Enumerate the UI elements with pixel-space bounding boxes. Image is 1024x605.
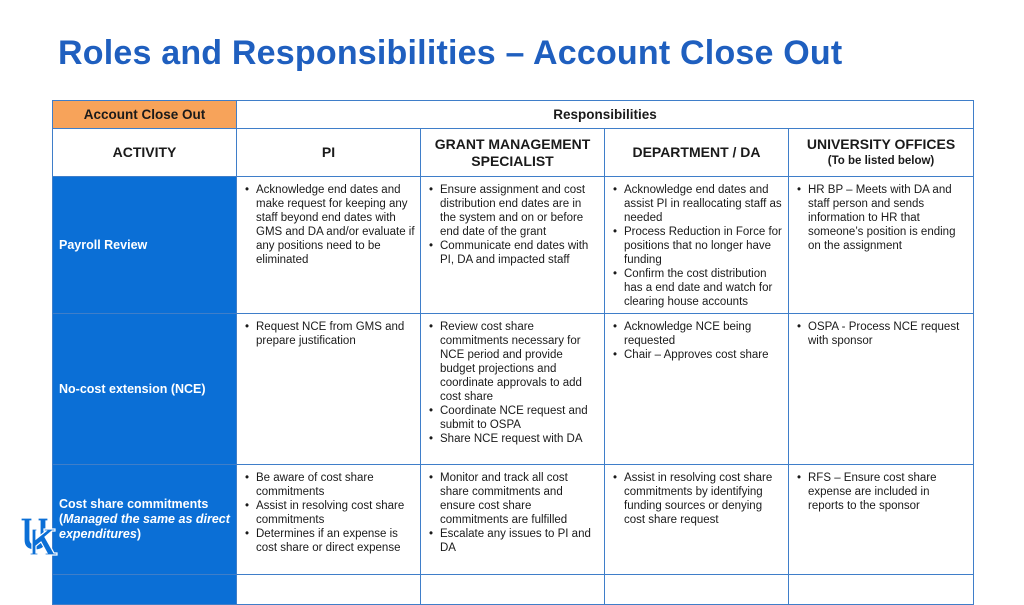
bullet-list [426,320,599,446]
bullet-item: • Process Reduction in Force for positions that no longer have funding [610,225,783,267]
account-close-out-header: Account Close Out [53,101,237,129]
roles-table [52,100,974,605]
table-row-cost-share [53,465,974,575]
bullet-item: • Acknowledge NCE being requested [610,320,783,348]
gms-cell [421,177,605,314]
bullet-item: • Be aware of cost share commitments [242,471,415,499]
bullet-list [794,183,968,253]
bullet-list [242,471,415,555]
bullet-list [610,320,783,362]
bullet-list [426,183,599,267]
table-row-nce [53,314,974,465]
bullet-item: • Confirm the cost distribution has a end date and watch for clearing house accounts [610,267,783,309]
table-row-payroll-review [53,177,974,314]
bullet-item: • Monitor and track all cost share commitments and ensure cost share commitments are fulfilled [426,471,599,527]
university-cell [789,314,974,465]
university-offices-sublabel: (To be listed below) [827,154,935,167]
university-offices-column-header [789,129,974,177]
bullet-list [242,183,415,267]
activity-cell [53,575,237,605]
bullet-item: • Request NCE from GMS and prepare justification [242,320,415,348]
university-cell [789,465,974,575]
department-cell [605,465,789,575]
bullet-list [610,471,783,527]
pi-column-header: PI [237,129,421,177]
department-cell [605,177,789,314]
activity-sub-label: Managed the same as direct expenditures [59,512,230,541]
bullet-item: • Acknowledge end dates and make request for keeping any staff beyond end dates with GMS and DA and/or evaluate if any positions need to be eliminated [242,183,415,267]
bullet-item: • Escalate any issues to PI and DA [426,527,599,555]
department-column-header: DEPARTMENT / DA [605,129,789,177]
activity-cell: Cost share commitments (Managed the same as direct expenditures) [53,465,237,575]
department-cell [605,575,789,605]
bullet-item: • Coordinate NCE request and submit to OSPA [426,404,599,432]
university-offices-label: UNIVERSITY OFFICES [806,135,956,152]
bullet-item: • Determines if an expense is cost share or direct expense [242,527,415,555]
activity-cell: Payroll Review [53,177,237,314]
responsibilities-header: Responsibilities [237,101,974,129]
department-cell [605,314,789,465]
pi-cell [237,177,421,314]
bullet-list [794,471,968,513]
bullet-item: • OSPA - Process NCE request with sponsor [794,320,968,348]
bullet-list [794,320,968,348]
bullet-item: • HR BP – Meets with DA and staff person and sends information to HR that someone’s position is ending on the assignment [794,183,968,253]
bullet-item: • Acknowledge end dates and assist PI in reallocating staff as needed [610,183,783,225]
bullet-item: • Chair – Approves cost share [610,348,783,362]
bullet-list [610,183,783,309]
activity-cell: No-cost extension (NCE) [53,314,237,465]
bullet-list [242,320,415,348]
gms-cell [421,575,605,605]
table-row-continued [53,575,974,605]
gms-cell [421,465,605,575]
gms-cell [421,314,605,465]
activity-main-label: Cost share commitments [59,497,209,511]
bullet-item: • Assist in resolving cost share commitments [242,499,415,527]
uk-logo-icon [20,515,58,557]
page-title: Roles and Responsibilities – Account Close Out [58,34,843,72]
university-cell [789,575,974,605]
bullet-item: • Assist in resolving cost share commitments by identifying funding sources or denying cost share request [610,471,783,527]
bullet-list [426,471,599,555]
pi-cell [237,575,421,605]
bullet-item: • Communicate end dates with PI, DA and impacted staff [426,239,599,267]
bullet-item: • Ensure assignment and cost distribution end dates are in the system and on or before end date of the grant [426,183,599,239]
pi-cell [237,465,421,575]
gms-column-header: GRANT MANAGEMENT SPECIALIST [421,129,605,177]
header-row-top [53,101,974,129]
bullet-item: • RFS – Ensure cost share expense are included in reports to the sponsor [794,471,968,513]
bullet-item: • Review cost share commitments necessary for NCE period and provide budget projections and coordinate approvals to add cost share [426,320,599,404]
pi-cell [237,314,421,465]
header-row-columns [53,129,974,177]
activity-column-header: ACTIVITY [53,129,237,177]
university-cell [789,177,974,314]
bullet-item: • Share NCE request with DA [426,432,599,446]
